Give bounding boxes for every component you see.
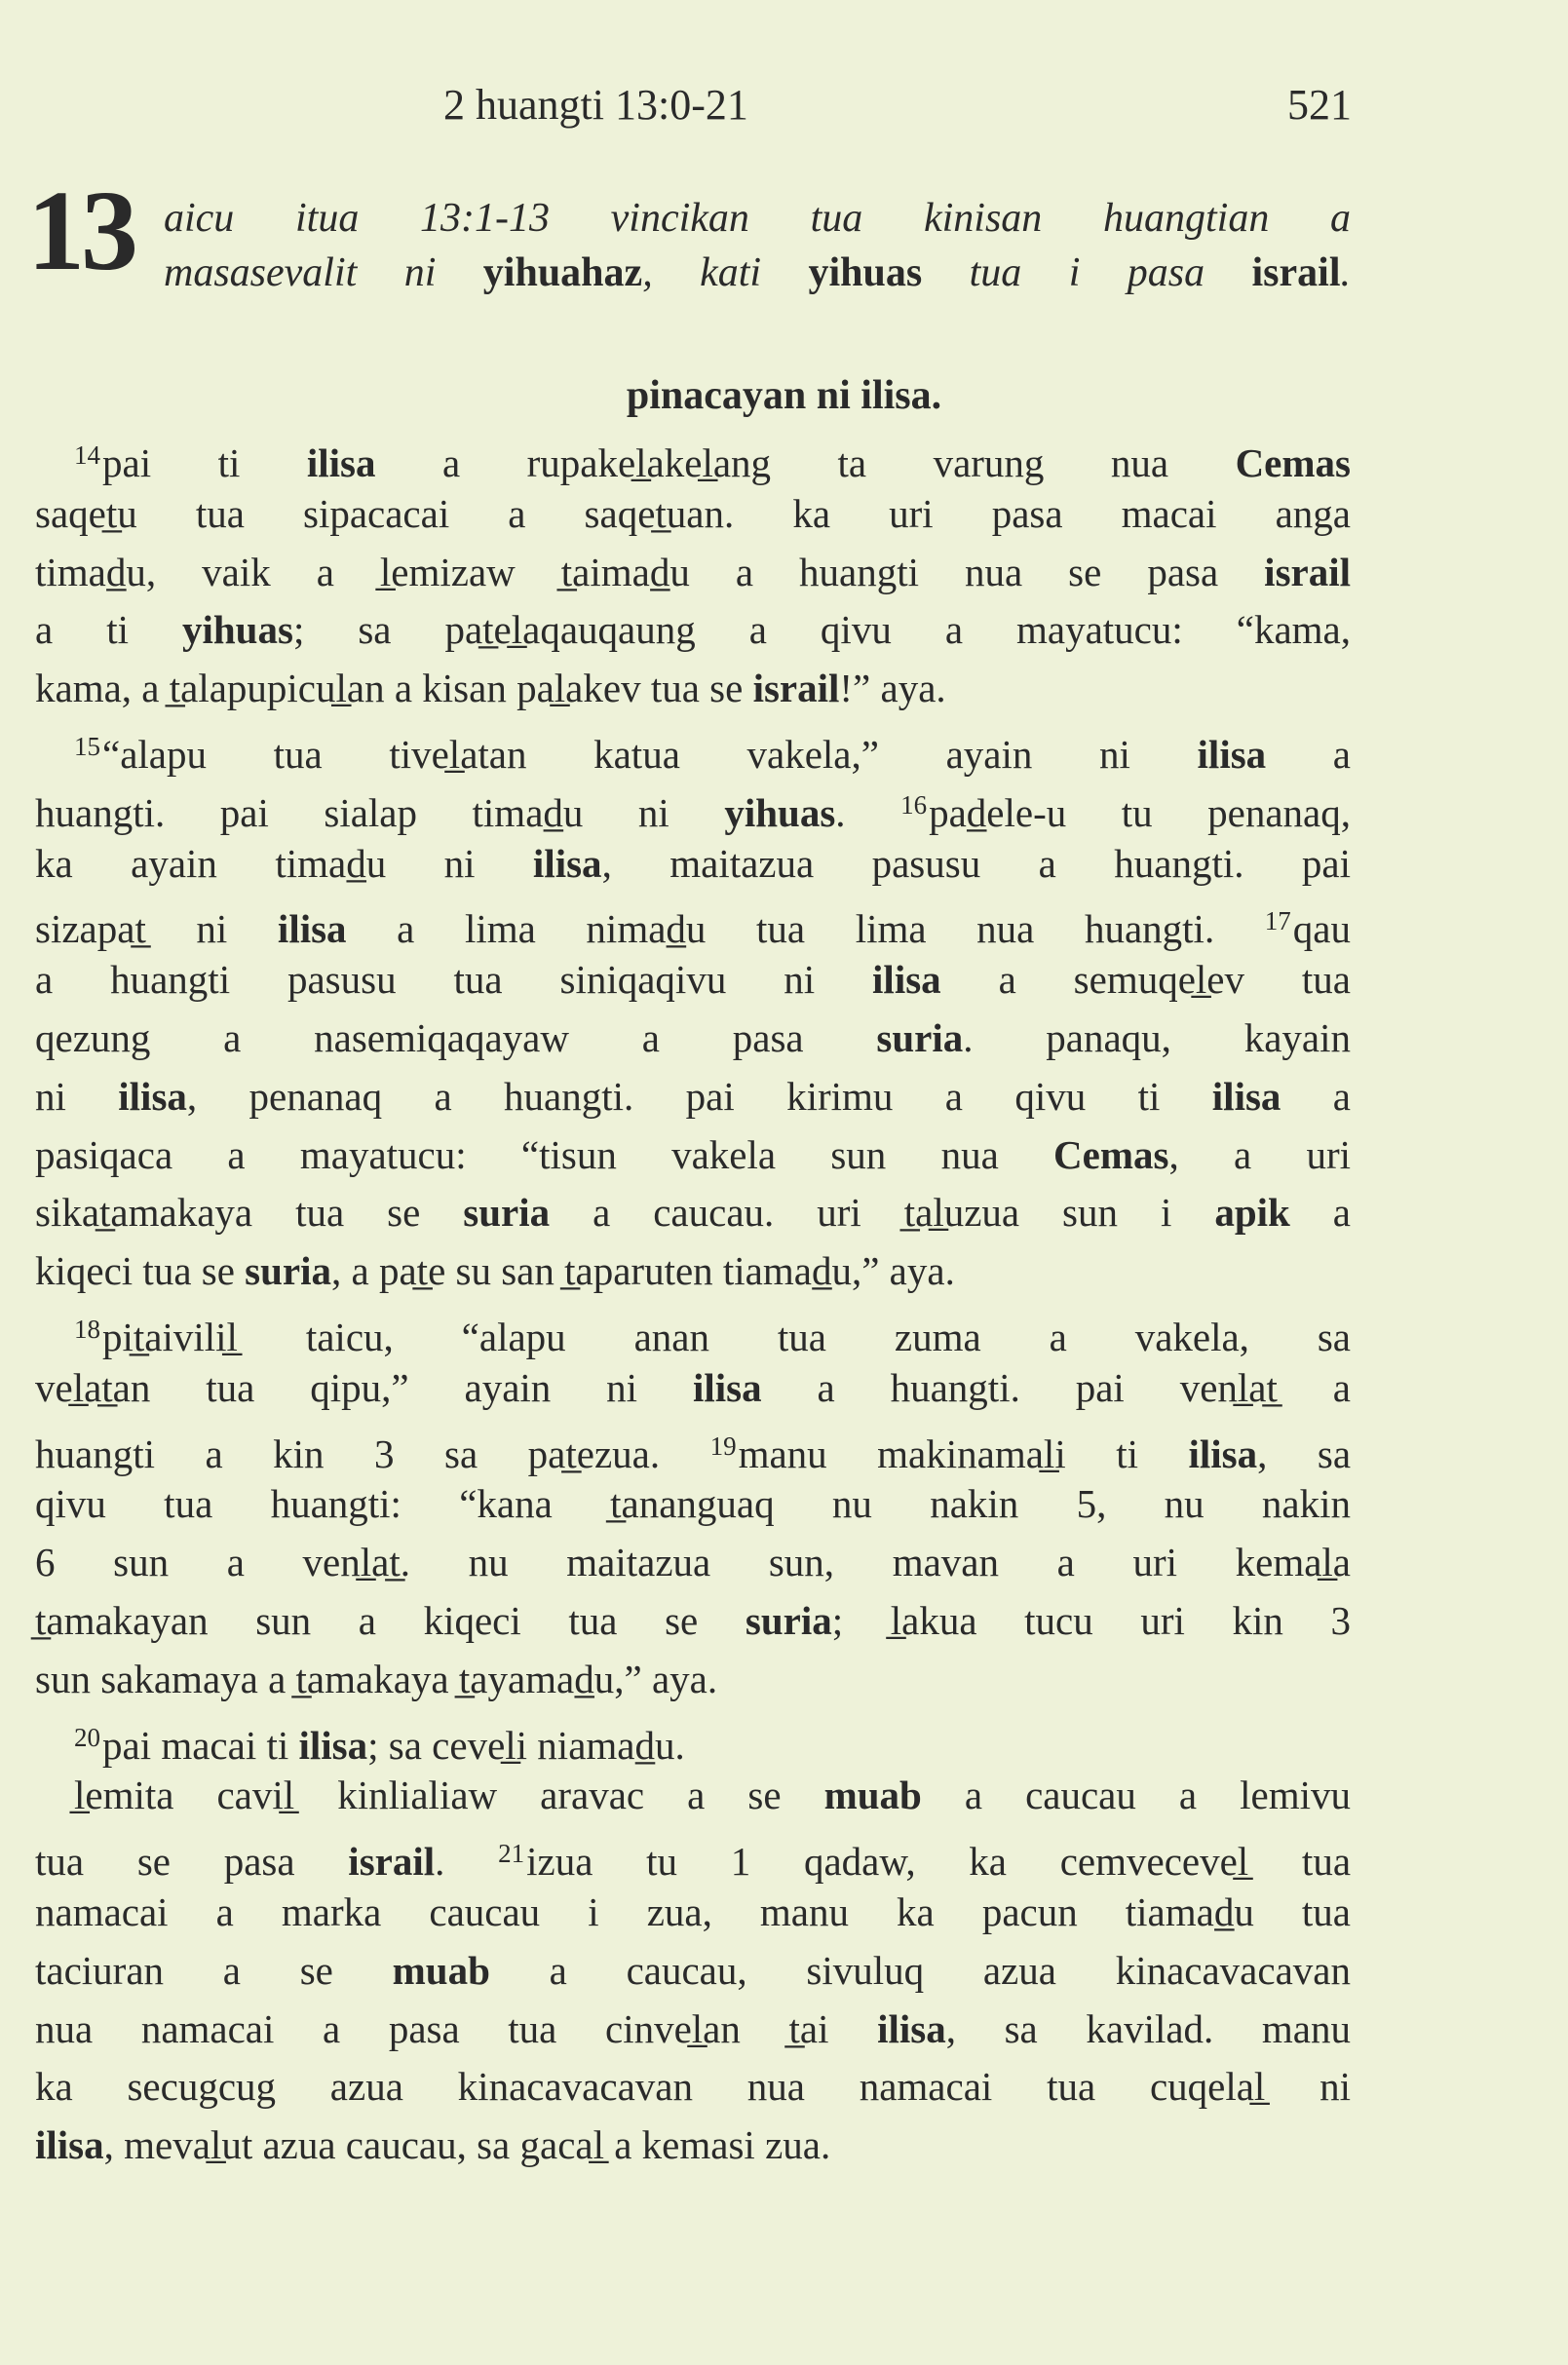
verse-number: 21 [498,1839,525,1869]
page-number: 521 [1287,81,1352,129]
chapter-number: 13 [27,167,134,294]
text-line [35,1359,1351,1418]
text-line [35,1242,1351,1301]
verse-number: 17 [1264,906,1291,936]
text-run: ka ayain timad̲u ni [35,840,533,886]
text-run: . panaqu, kayain [963,1014,1351,1060]
text-line [35,1825,1351,1884]
text-run: l̲emita cavil̲ kinlialiaw aravac a se [74,1773,824,1818]
text-run: a semuqel̲ev tua [940,957,1352,1003]
text-run: ni [35,1073,119,1119]
text-line [35,777,1351,835]
text-run: izua tu 1 qadaw, ka cemvecevel̲ tua [526,1839,1352,1885]
text-run: , kati [642,250,809,295]
bold-name: ilisa [1211,1073,1281,1119]
verse-number: 20 [74,1722,100,1752]
text-line [35,2117,1351,2175]
text-run: pai ti [102,440,307,485]
text-run: , maitazua pasusu a huangti. pai [601,840,1351,886]
text-line [35,544,1351,602]
bold-name: yihuas [181,607,293,653]
bold-name: suria [745,1597,832,1643]
text-run: . [435,1839,499,1885]
text-line [35,1068,1351,1126]
verse-number: 15 [74,731,100,761]
text-run: tua i pasa [922,250,1252,295]
text-run: a rupakel̲akel̲ang ta varung nua [375,440,1236,485]
bold-name: ilisa [692,1364,762,1410]
bold-name: ilisa [532,840,602,886]
text-run: a caucau a lemivu [921,1773,1351,1818]
text-line [35,1942,1351,2001]
text-line [35,835,1351,894]
bold-name: apik [1214,1190,1290,1236]
text-run: huangti a kin 3 sa pat̲ezua. [35,1430,710,1476]
text-run: qivu tua huangti: “kana t̲ananguaq nu nakin 5, nu nakin [35,1481,1351,1527]
text-run: 6 sun a venl̲at̲. nu maitazua sun, mavan a uri kemal̲a [35,1540,1351,1585]
text-line [35,485,1351,544]
text-line [35,1592,1351,1651]
section-heading: pinacayan ni ilisa. [626,373,942,418]
text-run: taciuran a se [35,1947,393,1993]
text-line [35,601,1351,660]
bold-name: israil [1251,250,1341,295]
text-run: huangti. pai sialap timad̲u ni [35,789,725,835]
text-run: vel̲at̲an tua qipu,” ayain ni [35,1364,693,1410]
text-line [35,1475,1351,1534]
text-run: a caucau, sivuluq azua kinacavacavan [489,1947,1351,1993]
verse-number: 14 [74,440,100,470]
bold-name: ilisa [118,1073,187,1119]
text-line [35,951,1351,1010]
text-run: “alapu tua tivel̲atan katua vakela,” ayain ni [102,731,1198,777]
bold-name: ilisa [877,2005,946,2051]
text-run: a [1289,1190,1351,1236]
bold-name: suria [876,1014,964,1060]
text-run: pad̲ele-u tu penanaq, [929,789,1352,835]
text-run: sizapat̲ ni [35,906,278,952]
text-run: kiqeci tua se [35,1248,246,1294]
text-run: a [1281,1073,1351,1119]
running-head: 2 huangti 13:0-21 [443,81,748,129]
text-run: t̲amakayan sun a kiqeci tua se [35,1597,746,1643]
text-run: a lima nimad̲u tua lima nua huangti. [346,906,1265,952]
text-run: , a pat̲e su san t̲aparuten tiamad̲u,” aya. [331,1248,955,1294]
bold-name: suria [245,1248,332,1294]
text-line [35,2001,1351,2059]
text-run: a [1266,731,1351,777]
text-run: kama, a t̲alapupicul̲an a kisan pal̲akev tua se [35,666,753,711]
text-line [35,718,1351,777]
text-line [35,1418,1351,1476]
text-run: pit̲aivilil̲ taicu, “alapu anan tua zuma a vakela, sa [102,1314,1351,1359]
bold-name: ilisa [277,906,347,952]
text-run: masasevalit ni [164,250,483,295]
text-run: a caucau. uri t̲al̲uzua sun i [550,1190,1215,1236]
text-line [35,2058,1351,2117]
text-run: qau [1292,906,1351,952]
chapter-summary-line [164,195,1351,242]
text-line [35,1184,1351,1242]
bold-name: israil [752,666,840,711]
text-run: , a uri [1168,1131,1351,1177]
bold-name: israil [1264,549,1351,594]
text-line [35,660,1351,718]
text-run: sikat̲amakaya tua se [35,1190,464,1236]
text-run: ; l̲akua tucu uri kin 3 [831,1597,1352,1643]
text-line [35,1709,1351,1768]
text-run: namacai a marka caucau i zua, manu ka pacun tiamad̲u tua [35,1888,1351,1934]
bold-name: ilisa [298,1722,368,1768]
bold-name: ilisa [872,957,941,1003]
verse-number: 19 [709,1430,737,1461]
text-run: nua namacai a pasa tua cinvel̲an t̲ai [35,2005,878,2051]
text-run: . [1340,250,1352,295]
bold-name: Cemas [1235,440,1351,485]
bold-name: yihuas [808,250,923,295]
text-line [35,1651,1351,1709]
bold-name: ilisa [1197,731,1267,777]
bold-name: yihuahaz [482,250,643,295]
text-run: a huangti. pai venl̲at̲ a [761,1364,1351,1410]
bold-name: yihuas [724,789,836,835]
text-run: pai macai ti [102,1722,299,1768]
verse-number: 18 [74,1314,100,1344]
text-line [35,1301,1351,1359]
bold-name: israil [348,1839,436,1885]
text-run: , sa kavilad. manu [945,2005,1352,2051]
text-run: timad̲u, vaik a l̲emizaw t̲aimad̲u a huangti nua se pasa [35,549,1265,594]
verse-number: 16 [900,789,928,820]
text-run: pasiqaca a mayatucu: “tisun vakela sun nua [35,1131,1054,1177]
text-run: . [835,789,901,835]
text-run: ; sa cevel̲i niamad̲u. [367,1722,685,1768]
bold-name: muab [392,1947,490,1993]
text-line [35,893,1351,951]
text-run: ka secugcug azua kinacavacavan nua namacai tua cuqelal̲ ni [35,2064,1351,2110]
bold-name: muab [823,1773,922,1818]
body-text [35,427,1351,2175]
text-line [35,1767,1351,1825]
text-run: , penanaq a huangti. pai kirimu a qivu ti [186,1073,1212,1119]
text-run: !” aya. [839,666,946,711]
text-run: sun sakamaya a t̲amakaya t̲ayamad̲u,” aya. [35,1656,718,1701]
text-run: saqet̲u tua sipacacai a saqet̲uan. ka uri pasa macai anga [35,490,1351,536]
text-run: tua se pasa [35,1839,349,1885]
text-run: ; sa pat̲el̲aqauqaung a qivu a mayatucu: “kama, [292,607,1352,653]
chapter-summary-line [164,249,1351,296]
bold-name: suria [463,1190,551,1236]
text-line [35,427,1351,485]
text-line [35,1884,1351,1942]
bold-name: ilisa [306,440,376,485]
text-run: aicu itua 13:1-13 vincikan tua kinisan huangtian a [164,196,1351,241]
bold-name: ilisa [1188,1430,1258,1476]
text-run: a huangti pasusu tua siniqaqivu ni [35,957,873,1003]
text-run: qezung a nasemiqaqayaw a pasa [35,1014,877,1060]
text-run: manu makinamal̲i ti [738,1430,1189,1476]
bold-name: Cemas [1053,1131,1169,1177]
text-line [35,1534,1351,1592]
text-line [35,1126,1351,1185]
text-run: a ti [35,607,182,653]
text-line [35,1010,1351,1068]
text-run: , sa [1257,1430,1352,1476]
text-run: , meval̲ut azua caucau, sa gacal̲ a kemasi zua. [103,2122,831,2168]
bold-name: ilisa [35,2122,104,2168]
